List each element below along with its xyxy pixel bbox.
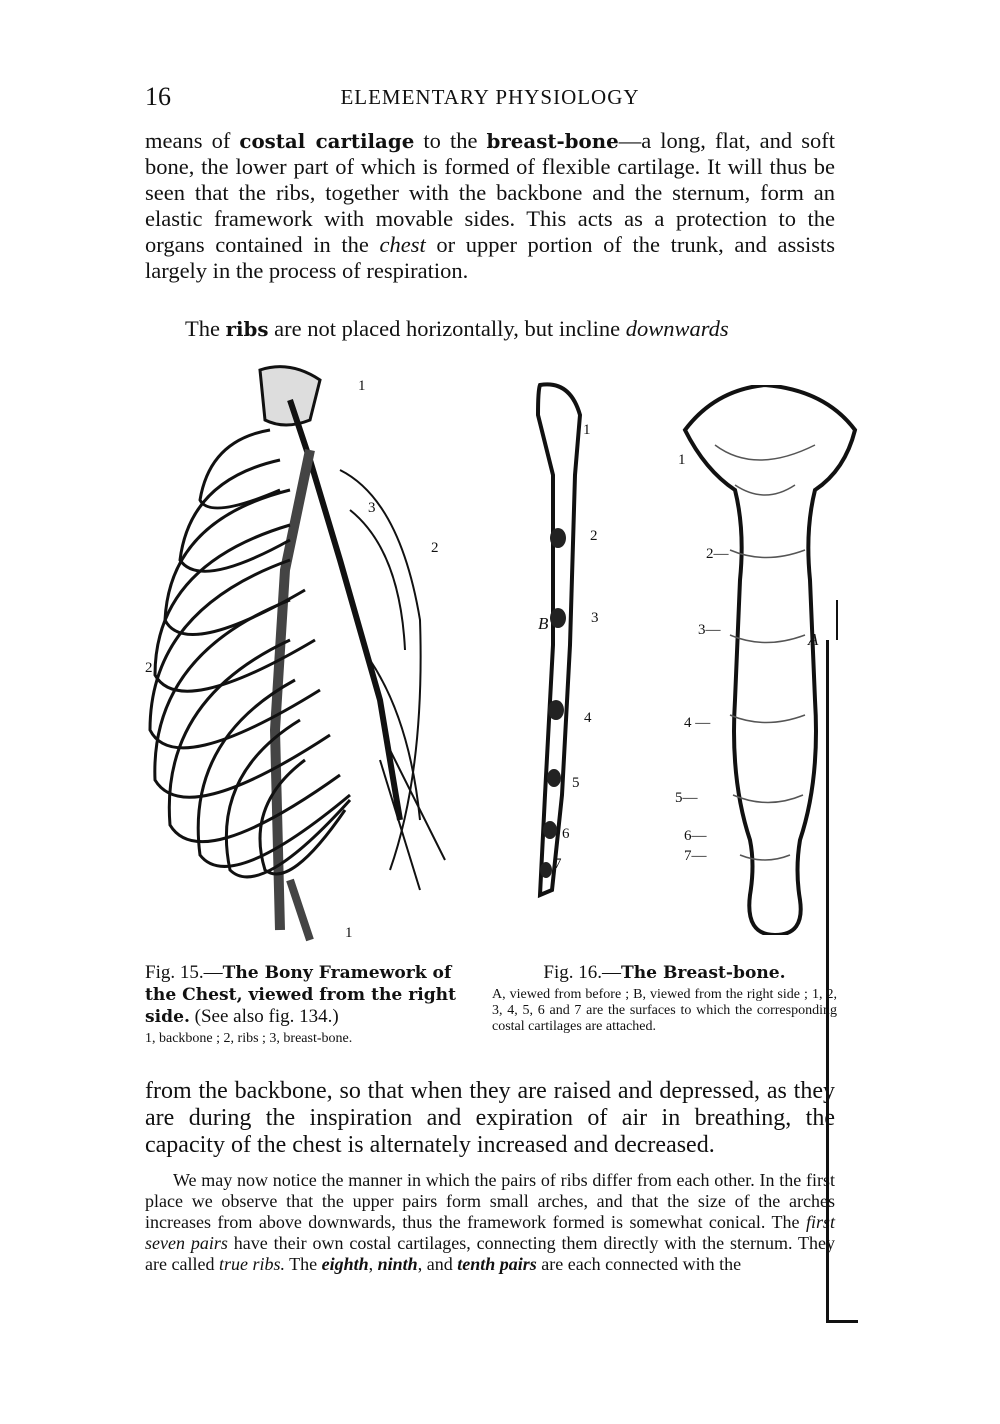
fig16a-label-6: 6— (684, 828, 707, 844)
running-head: ELEMENTARY PHYSIOLOGY (340, 85, 640, 109)
paragraph-pairs-of-ribs (145, 1170, 835, 1275)
caption-bold: The Bony Framework of the Chest, viewed from the right side. (145, 963, 457, 1027)
fig15-caption-title (145, 962, 465, 1028)
fig15-label-2-left: 2 (145, 660, 153, 676)
bold-term: costal cartilage (239, 129, 415, 153)
caption-prefix: Fig. 16.— (543, 962, 621, 983)
text-run: are each connected with the (536, 1254, 742, 1274)
paragraph-text: from the backbone, so that when they are raised and depressed, as they are during the inspiration and expiration of air in breathing, the capacity of the chest is alternately increased and decreased. (145, 1078, 835, 1158)
fig16a-label-5: 5— (675, 790, 698, 806)
fig16b-label-4: 4 (584, 710, 592, 726)
fig16a-label-3: 3— (698, 622, 721, 638)
text-run: —a long, flat, and soft bone, the lower part of which is formed of flexible cartilage. It will thus be seen that the ribs, together with the backbone and the sternum, form an elastic framework with movable sides. This acts as a protection to the organs contained in the (145, 128, 835, 257)
text-run: The (284, 1254, 322, 1274)
fig16a-label-A: A (808, 630, 819, 649)
caption-bold: The Breast-bone. (621, 963, 786, 983)
fig16b-label-B: B (538, 614, 549, 633)
italic-term: chest (379, 232, 426, 257)
gutter-mark (826, 1320, 858, 1323)
fig16b-label-1: 1 (583, 422, 591, 438)
text-run: to the (414, 128, 487, 153)
fig15-label-2: 2 (431, 540, 439, 556)
fig16b-label-3: 3 (591, 610, 599, 626)
text-run: or upper portion of the trunk, and assists largely in the process of respiration. (145, 232, 835, 283)
fig15-label-3: 3 (368, 500, 376, 516)
fig16-caption (492, 962, 837, 1035)
fig16b-label-7: 7 (554, 856, 562, 872)
fig16b-label-2: 2 (590, 528, 598, 544)
fig15-legend: 1, backbone ; 2, ribs ; 3, breast-bone. (145, 1031, 353, 1046)
fig16a-label-1: 1 (678, 452, 686, 468)
text-run: We may now notice the manner in which the pairs of ribs differ from each other. In the first place we observe that the upper pairs form small arches, and that the size of the arches increases from above downwards, thus the framework formed is somewhat conical. The (145, 1170, 835, 1232)
bold-term: ribs (225, 317, 269, 341)
italic-term: ninth (377, 1254, 418, 1274)
sternum-side-view-illustration (520, 380, 590, 900)
gutter-line-short (836, 600, 838, 640)
text-run: , (368, 1254, 378, 1274)
paragraph-backbone (145, 1078, 835, 1159)
italic-term: eighth (321, 1254, 369, 1274)
caption-suffix: (See also fig. 134.) (189, 1006, 339, 1027)
fig16-legend: A, viewed from before ; B, viewed from the right side ; 1, 2, 3, 4, 5, 6 and 7 are the surfaces to which the corresponding costal cartilages are attached. (492, 987, 837, 1034)
paragraph-costal-cartilage (145, 128, 835, 284)
page-number: 16 (145, 82, 171, 111)
fig16a-label-7: 7— (684, 848, 707, 864)
rib-cage-illustration (140, 360, 470, 960)
fig15-caption (145, 962, 465, 1047)
text-run: have their own costal cartilages, connecting them directly with the sternum. They are called (145, 1233, 836, 1274)
italic-term: first seven pairs (145, 1212, 835, 1253)
caption-prefix: Fig. 15.— (145, 962, 223, 983)
italic-term: true ribs. (218, 1254, 285, 1274)
paragraph-ribs (145, 316, 835, 342)
text-run: , and (417, 1254, 458, 1274)
fig15-label-1-top: 1 (358, 378, 366, 394)
text-run: means of (145, 128, 240, 153)
italic-term: tenth pairs (457, 1254, 537, 1274)
bold-term: breast-bone (486, 129, 619, 153)
text-run: The (185, 316, 226, 341)
fig16a-label-2: 2— (706, 546, 729, 562)
italic-term: downwards (625, 316, 729, 341)
fig16a-label-4: 4 — (684, 715, 711, 731)
fig16b-label-5: 5 (572, 775, 580, 791)
fig16b-label-6: 6 (562, 826, 570, 842)
fig15-label-1-bottom: 1 (345, 925, 353, 941)
page-header (145, 82, 835, 112)
text-run: are not placed horizontally, but incline (268, 316, 626, 341)
fig16-caption-title (492, 962, 837, 984)
